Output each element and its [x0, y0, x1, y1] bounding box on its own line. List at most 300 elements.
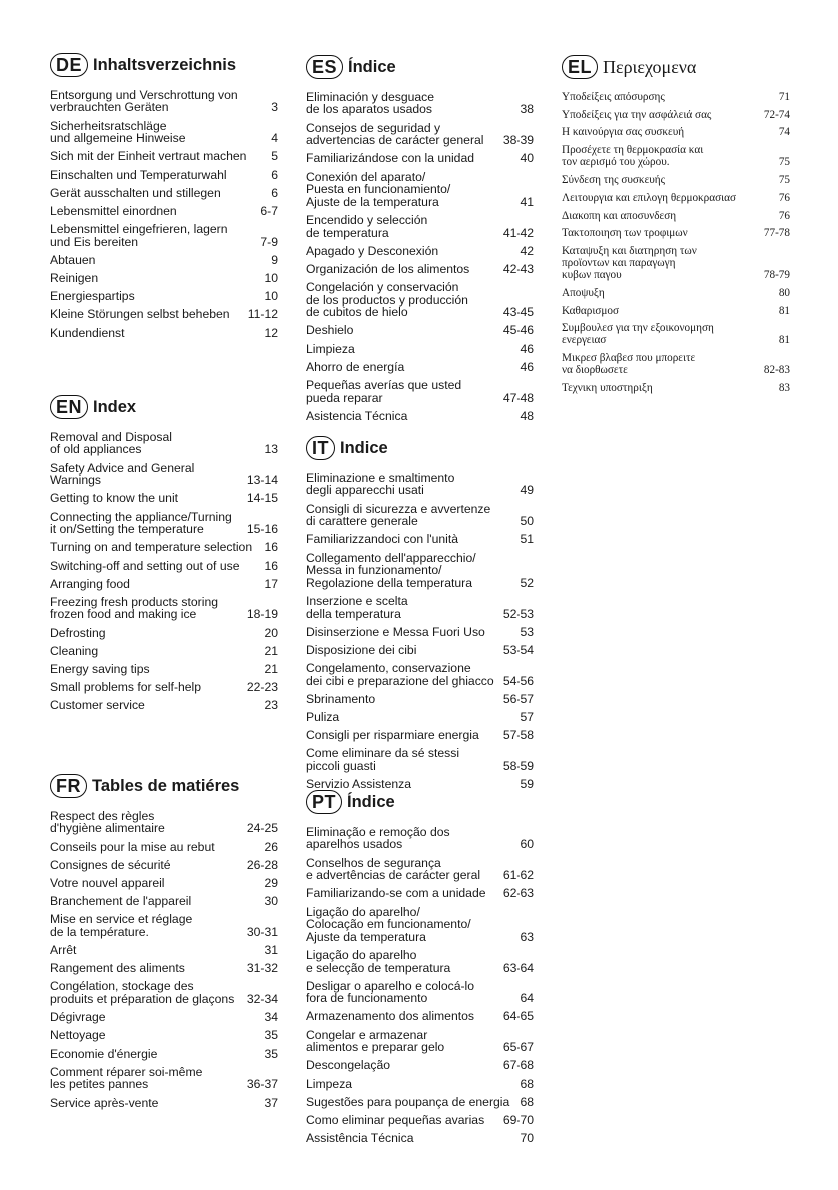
- toc-entry-title: Conseils pour la mise au rebut: [50, 839, 215, 854]
- toc-entry: [306, 260, 534, 278]
- toc-entry-title: Come eliminare da sé stessi piccoli guasti: [306, 746, 460, 774]
- toc-entry-page: 57: [520, 710, 534, 725]
- toc-entry-page: 52-53: [502, 606, 534, 621]
- toc-entry-page: 63-64: [502, 960, 534, 975]
- section-es: [306, 54, 534, 425]
- toc-entry-page: 37: [264, 1095, 278, 1110]
- toc-entry: [306, 278, 534, 321]
- toc-entry-page: 75: [778, 174, 790, 187]
- toc-entry-title: Energy saving tips: [50, 662, 150, 677]
- toc-entry-page: 61-62: [502, 868, 534, 883]
- toc-entry: [50, 678, 278, 696]
- toc-entry: [50, 697, 278, 715]
- toc-entry: [562, 224, 790, 242]
- toc-entry-page: 5: [271, 149, 278, 164]
- toc-entry: [562, 189, 790, 207]
- toc-entry-page: 47-48: [502, 390, 534, 405]
- toc-entry-title: Service après-vente: [50, 1095, 159, 1110]
- toc-entry-page: 74: [778, 126, 790, 139]
- toc-entry-title: Kundendienst: [50, 325, 125, 340]
- toc-entry-page: 52: [520, 575, 534, 590]
- toc-entry-page: 63: [520, 929, 534, 944]
- toc-entry: [306, 119, 534, 150]
- toc-entry-page: 50: [520, 514, 534, 529]
- toc-entry-title: Sugestões para poupança de energia: [306, 1094, 510, 1109]
- toc-entry-title: Einschalten und Temperaturwahl: [50, 167, 227, 182]
- section-fr: [50, 773, 278, 1112]
- toc-entry-page: 65-67: [502, 1040, 534, 1055]
- toc-entry-title: Υποδείξεις για την ασφάλειά σας: [562, 108, 712, 121]
- toc-entry: [306, 623, 534, 641]
- toc-entry-title: Lebensmittel einordnen: [50, 203, 177, 218]
- toc-list: [50, 428, 278, 715]
- toc-entry-title: Deshielo: [306, 323, 354, 338]
- toc-entry-title: Armazenamento dos alimentos: [306, 1009, 475, 1024]
- language-badge: ES: [306, 55, 343, 79]
- toc-entry-page: 82-83: [763, 364, 790, 377]
- toc-entry-page: 13: [264, 442, 278, 457]
- toc-entry: [50, 220, 278, 251]
- toc-entry-title: Sich mit der Einheit vertraut machen: [50, 149, 247, 164]
- toc-entry-title: Congélation, stockage des produits et préparation de glaçons: [50, 979, 235, 1007]
- toc-entry-title: Μικρεσ βλαβεσ που μπορειτε να διορθωσετε: [562, 352, 696, 377]
- toc-entry-page: 7-9: [260, 234, 278, 249]
- toc-entry-title: Arrêt: [50, 943, 77, 958]
- toc-entry-page: 45-46: [502, 323, 534, 338]
- toc-entry: [50, 838, 278, 856]
- toc-entry-title: Ligação do aparelho e selecção de temperatura: [306, 947, 451, 975]
- toc-entry-page: 18-19: [246, 607, 278, 622]
- toc-entry: [306, 469, 534, 500]
- toc-entry-page: 32-34: [246, 992, 278, 1007]
- toc-entry-title: Υποδείξεις απόσυρσης: [562, 90, 665, 103]
- language-badge: FR: [50, 774, 87, 798]
- toc-entry-title: Conexión del aparato/ Puesta en funcionamiento/ Ajuste de la temperatura: [306, 169, 451, 209]
- toc-entry: [306, 531, 534, 549]
- toc-entry-page: 75: [778, 156, 790, 169]
- toc-entry-title: Descongelação: [306, 1058, 391, 1073]
- toc-entry-title: Connecting the appliance/Turning it on/Setting the temperature: [50, 509, 232, 537]
- toc-entry-title: Abtauen: [50, 252, 96, 267]
- toc-entry-title: Desligar o aparelho e colocá-lo fora de funcionamento: [306, 978, 475, 1006]
- toc-entry-page: 81: [778, 334, 790, 347]
- toc-entry-title: Προσέχετε τη θερμοκρασία και τον αερισμό του χώρου.: [562, 144, 704, 169]
- toc-entry-title: Rangement des aliments: [50, 961, 185, 976]
- toc-entry-page: 10: [264, 289, 278, 304]
- toc-list: [562, 88, 790, 397]
- toc-entry-title: Energiespartips: [50, 289, 135, 304]
- section-title: Inhaltsverzeichnis: [93, 55, 237, 74]
- toc-entry-page: 31-32: [246, 961, 278, 976]
- toc-entry: [306, 340, 534, 358]
- toc-entry: [50, 508, 278, 539]
- toc-entry-title: Asistencia Técnica: [306, 408, 408, 423]
- toc-entry-page: 6: [271, 185, 278, 200]
- toc-entry-page: 30-31: [246, 924, 278, 939]
- toc-entry-title: Eliminação e remoção dos aparelhos usados: [306, 824, 450, 852]
- toc-entry-title: Arranging food: [50, 576, 130, 591]
- toc-entry-title: Safety Advice and General Warnings: [50, 460, 195, 488]
- toc-entry-title: Puliza: [306, 710, 340, 725]
- section-title: Index: [93, 397, 137, 416]
- toc-entry-title: Inserzione e scelta della temperatura: [306, 593, 408, 621]
- toc-entry-title: Defrosting: [50, 625, 106, 640]
- toc-entry-page: 6-7: [260, 203, 278, 218]
- toc-entry-title: Lebensmittel eingefrieren, lagern und Eis bereiten: [50, 222, 228, 249]
- section-header-fr: [50, 773, 278, 799]
- toc-entry-page: 49: [520, 483, 534, 498]
- toc-entry: [306, 88, 534, 119]
- toc-entry: [306, 407, 534, 425]
- toc-list: [306, 823, 534, 1148]
- section-header-es: [306, 54, 534, 80]
- toc-entry-title: Limpeza: [306, 1076, 353, 1091]
- toc-entry-page: 43-45: [502, 305, 534, 320]
- toc-entry-title: Σύνδεση της συσκευής: [562, 174, 666, 187]
- toc-entry: [50, 166, 278, 184]
- toc-entry: [306, 592, 534, 623]
- toc-entry: [306, 1075, 534, 1093]
- toc-entry-page: 58-59: [502, 759, 534, 774]
- toc-entry-page: 59: [520, 777, 534, 792]
- toc-entry-title: Freezing fresh products storing frozen food and making ice: [50, 594, 218, 622]
- toc-entry: [562, 320, 790, 350]
- toc-entry-page: 53: [520, 624, 534, 639]
- toc-entry-page: 42-43: [502, 261, 534, 276]
- toc-entry-page: 42: [520, 243, 534, 258]
- toc-entry-title: Καταψυξη και διατηρηση των προϊοντων και παραγωγη κυβων παγου: [562, 245, 697, 282]
- section-header-el: [562, 54, 790, 80]
- toc-entry: [50, 202, 278, 220]
- toc-entry-title: Encendido y selección de temperatura: [306, 212, 428, 240]
- toc-entry-title: Apagado y Desconexión: [306, 243, 439, 258]
- toc-entry-page: 46: [520, 341, 534, 356]
- toc-entry: [50, 874, 278, 892]
- toc-entry-page: 26-28: [246, 857, 278, 872]
- toc-entry-title: Respect des règles d'hygiène alimentaire: [50, 808, 165, 836]
- toc-entry-page: 31: [264, 943, 278, 958]
- section-header-en: [50, 394, 278, 420]
- toc-entry-page: 46: [520, 359, 534, 374]
- toc-entry-title: Congelamento, conservazione dei cibi e preparazione del ghiacco: [306, 661, 494, 688]
- toc-entry: [50, 251, 278, 269]
- toc-entry-title: Branchement de l'appareil: [50, 894, 192, 909]
- toc-entry: [562, 88, 790, 106]
- section-header-pt: [306, 789, 534, 815]
- toc-entry-title: Dégivrage: [50, 1010, 106, 1025]
- toc-entry-page: 17: [264, 576, 278, 591]
- toc-entry-title: Congelar e armazenar alimentos e preparar gelo: [306, 1027, 445, 1055]
- toc-entry-title: Familiarizando-se com a unidade: [306, 886, 486, 901]
- toc-entry: [562, 141, 790, 171]
- toc-entry: [562, 242, 790, 284]
- toc-entry: [306, 885, 534, 903]
- toc-entry: [306, 168, 534, 211]
- toc-entry-page: 21: [264, 662, 278, 677]
- toc-entry-title: Limpieza: [306, 341, 355, 356]
- toc-entry-title: Αποψυξη: [562, 286, 605, 299]
- toc-entry-title: Servizio Assistenza: [306, 777, 411, 792]
- toc-entry-title: Η καινούργια σας συσκευή: [562, 126, 685, 139]
- toc-entry: [306, 726, 534, 744]
- toc-entry-title: Votre nouvel appareil: [50, 875, 165, 890]
- toc-entry: [562, 379, 790, 397]
- toc-entry: [562, 284, 790, 302]
- toc-entry-page: 64-65: [502, 1009, 534, 1024]
- toc-entry-title: Mise en service et réglage de la température.: [50, 912, 193, 939]
- section-title: Índice: [348, 57, 396, 76]
- toc-entry-page: 23: [264, 698, 278, 713]
- toc-entry: [306, 322, 534, 340]
- toc-entry-page: 64: [520, 991, 534, 1006]
- toc-entry-page: 26: [264, 839, 278, 854]
- toc-list: [306, 469, 534, 794]
- toc-entry-title: Conselhos de segurança e advertências de carácter geral: [306, 855, 481, 883]
- section-de: [50, 52, 278, 342]
- toc-entry-title: Eliminazione e smaltimento degli apparecchi usati: [306, 470, 455, 498]
- section-title: Indice: [340, 438, 388, 457]
- toc-entry: [306, 823, 534, 854]
- toc-entry-page: 78-79: [763, 269, 790, 282]
- toc-entry: [50, 428, 278, 459]
- toc-entry-title: Customer service: [50, 698, 145, 713]
- section-el: [562, 54, 790, 397]
- toc-entry-page: 12: [264, 325, 278, 340]
- toc-entry-title: Nettoyage: [50, 1028, 106, 1043]
- toc-entry: [50, 117, 278, 148]
- toc-entry: [50, 978, 278, 1009]
- toc-entry-page: 11-12: [247, 307, 278, 322]
- toc-entry: [306, 903, 534, 946]
- toc-entry: [306, 500, 534, 531]
- toc-entry-page: 80: [778, 286, 790, 299]
- toc-entry: [306, 659, 534, 690]
- toc-entry-page: 35: [264, 1046, 278, 1061]
- toc-entry: [306, 1111, 534, 1129]
- toc-entry: [50, 539, 278, 557]
- toc-entry-page: 16: [264, 558, 278, 573]
- toc-entry: [306, 376, 534, 407]
- toc-entry-title: Getting to know the unit: [50, 491, 179, 506]
- toc-entry: [50, 1063, 278, 1094]
- toc-entry-page: 76: [778, 191, 790, 204]
- toc-entry: [50, 86, 278, 117]
- toc-entry: [50, 960, 278, 978]
- toc-entry: [306, 1008, 534, 1026]
- toc-entry-page: 35: [264, 1028, 278, 1043]
- toc-entry: [306, 854, 534, 885]
- language-badge: PT: [306, 790, 342, 814]
- toc-entry-title: Familiarizándose con la unidad: [306, 151, 475, 166]
- toc-entry: [306, 708, 534, 726]
- toc-entry-title: Como eliminar pequeñas avarias: [306, 1113, 485, 1128]
- section-en: [50, 394, 278, 715]
- toc-entry-page: 68: [520, 1076, 534, 1091]
- toc-entry: [50, 624, 278, 642]
- toc-entry: [50, 324, 278, 342]
- toc-entry-page: 9: [271, 252, 278, 267]
- toc-entry-page: 72-74: [763, 108, 790, 121]
- toc-entry-title: Assistência Técnica: [306, 1131, 414, 1146]
- toc-list: [306, 88, 534, 425]
- toc-entry-title: Pequeñas averías que usted pueda reparar: [306, 378, 462, 405]
- toc-entry-title: Consigli per risparmiare energia: [306, 728, 479, 743]
- toc-entry: [50, 660, 278, 678]
- toc-entry: [306, 150, 534, 168]
- toc-entry: [50, 1094, 278, 1112]
- toc-entry-title: Reinigen: [50, 271, 99, 286]
- toc-entry: [50, 1027, 278, 1045]
- toc-entry-page: 54-56: [502, 673, 534, 688]
- toc-entry: [50, 807, 278, 838]
- toc-entry-title: Switching-off and setting out of use: [50, 558, 240, 573]
- toc-entry-title: Consigli di sicurezza e avvertenze di carattere generale: [306, 501, 491, 529]
- section-header-de: [50, 52, 278, 78]
- section-pt: [306, 789, 534, 1148]
- toc-entry-page: 29: [264, 875, 278, 890]
- toc-entry-page: 41-42: [502, 225, 534, 240]
- toc-entry: [50, 184, 278, 202]
- toc-entry-page: 14-15: [246, 491, 278, 506]
- toc-entry-page: 21: [264, 643, 278, 658]
- toc-entry-title: Collegamento dell'apparecchio/ Messa in funzionamento/ Regolazione della temperatura: [306, 550, 476, 590]
- toc-entry-page: 34: [264, 1010, 278, 1025]
- toc-entry: [306, 946, 534, 977]
- toc-entry-page: 48: [520, 408, 534, 423]
- toc-entry-page: 20: [264, 625, 278, 640]
- toc-entry: [306, 358, 534, 376]
- toc-entry-title: Cleaning: [50, 643, 99, 658]
- toc-entry-page: 38: [520, 102, 534, 117]
- toc-entry: [50, 1045, 278, 1063]
- toc-entry: [306, 641, 534, 659]
- toc-entry-page: 69-70: [502, 1113, 534, 1128]
- toc-entry-title: Sicherheitsratschläge und allgemeine Hinweise: [50, 118, 186, 146]
- toc-entry: [306, 211, 534, 242]
- toc-entry-title: Καθαρισμοσ: [562, 304, 619, 317]
- toc-entry-title: Consignes de sécurité: [50, 857, 171, 872]
- toc-entry-title: Entsorgung und Verschrottung von verbrauchten Geräten: [50, 87, 238, 115]
- toc-entry: [50, 148, 278, 166]
- toc-entry-title: Gerät ausschalten und stillegen: [50, 185, 221, 200]
- toc-entry-page: 16: [264, 540, 278, 555]
- toc-entry-page: 71: [778, 90, 790, 103]
- toc-entry-title: Τακτοποιηση των τροφιμων: [562, 227, 688, 240]
- toc-entry: [562, 302, 790, 320]
- toc-entry-title: Sbrinamento: [306, 691, 376, 706]
- toc-entry: [306, 549, 534, 592]
- toc-entry-title: Organización de los alimentos: [306, 261, 470, 276]
- toc-entry: [50, 941, 278, 959]
- toc-entry-page: 3: [271, 100, 278, 115]
- toc-entry: [562, 124, 790, 142]
- toc-entry: [50, 459, 278, 490]
- section-title: Tables de matiéres: [92, 776, 240, 795]
- toc-entry-page: 62-63: [502, 886, 534, 901]
- toc-entry-title: Συμβουλεσ για την εξοικονομηση ενεργειασ: [562, 322, 714, 347]
- toc-entry-page: 40: [520, 151, 534, 166]
- toc-entry-title: Familiarizzandoci con l'unità: [306, 532, 459, 547]
- toc-list: [50, 86, 278, 342]
- toc-entry-title: Disposizione dei cibi: [306, 642, 417, 657]
- section-title: Índice: [347, 792, 395, 811]
- toc-entry: [50, 306, 278, 324]
- toc-entry-page: 6: [271, 167, 278, 182]
- toc-entry: [306, 690, 534, 708]
- toc-entry-title: Congelación y conservación de los productos y producción de cubitos de hielo: [306, 280, 468, 320]
- toc-entry-page: 30: [264, 894, 278, 909]
- toc-entry: [562, 207, 790, 225]
- toc-entry-page: 4: [271, 131, 278, 146]
- toc-entry: [50, 490, 278, 508]
- toc-entry-title: Disinserzione e Messa Fuori Uso: [306, 624, 485, 639]
- toc-entry: [50, 892, 278, 910]
- toc-entry: [306, 745, 534, 776]
- toc-entry-title: Comment réparer soi-même les petites pannes: [50, 1064, 203, 1092]
- toc-entry-title: Turning on and temperature selection: [50, 540, 253, 555]
- toc-list: [50, 807, 278, 1112]
- toc-entry-page: 76: [778, 209, 790, 222]
- toc-entry: [562, 106, 790, 124]
- toc-entry-title: Λειτουργια και επιλογη θερμοκρασιασ: [562, 191, 737, 204]
- toc-entry: [562, 171, 790, 189]
- toc-entry-page: 83: [778, 382, 790, 395]
- toc-entry-page: 77-78: [763, 227, 790, 240]
- toc-entry: [562, 349, 790, 379]
- language-badge: EL: [562, 55, 598, 79]
- toc-entry-title: Ligação do aparelho/ Colocação em funcionamento/ Ajuste da temperatura: [306, 904, 471, 944]
- toc-entry-page: 51: [520, 532, 534, 547]
- toc-entry: [50, 557, 278, 575]
- toc-entry: [50, 911, 278, 942]
- toc-entry-page: 10: [264, 271, 278, 286]
- toc-entry-page: 53-54: [502, 642, 534, 657]
- section-it: [306, 435, 534, 794]
- toc-entry-page: 41: [520, 194, 534, 209]
- toc-entry-page: 56-57: [502, 691, 534, 706]
- toc-entry-title: Eliminación y desguace de los aparatos usados: [306, 89, 435, 117]
- toc-entry: [306, 242, 534, 260]
- language-badge: EN: [50, 395, 88, 419]
- language-badge: IT: [306, 436, 335, 460]
- section-header-it: [306, 435, 534, 461]
- toc-entry-title: Economie d'énergie: [50, 1046, 158, 1061]
- section-title: Περιεχομενα: [603, 56, 697, 77]
- toc-entry-page: 67-68: [502, 1058, 534, 1073]
- toc-entry-page: 81: [778, 304, 790, 317]
- toc-entry: [306, 1057, 534, 1075]
- toc-entry-page: 68: [520, 1094, 534, 1109]
- toc-entry-page: 36-37: [246, 1077, 278, 1092]
- toc-entry: [50, 1008, 278, 1026]
- toc-entry-title: Kleine Störungen selbst beheben: [50, 307, 230, 322]
- toc-entry-page: 13-14: [246, 473, 278, 488]
- toc-entry-title: Διακοπη και αποσυνδεση: [562, 209, 677, 222]
- toc-entry-page: 57-58: [502, 728, 534, 743]
- toc-entry: [306, 1129, 534, 1147]
- toc-entry-page: 24-25: [246, 821, 278, 836]
- toc-entry: [50, 287, 278, 305]
- toc-entry: [50, 593, 278, 624]
- toc-entry-page: 70: [520, 1131, 534, 1146]
- toc-entry-title: Τεχνικη υποστηριξη: [562, 382, 653, 395]
- toc-entry-title: Small problems for self-help: [50, 680, 202, 695]
- language-badge: DE: [50, 53, 88, 77]
- toc-entry-title: Removal and Disposal of old appliances: [50, 429, 172, 457]
- toc-entry: [50, 269, 278, 287]
- toc-entry: [306, 977, 534, 1008]
- toc-entry-title: Consejos de seguridad y advertencias de carácter general: [306, 120, 484, 148]
